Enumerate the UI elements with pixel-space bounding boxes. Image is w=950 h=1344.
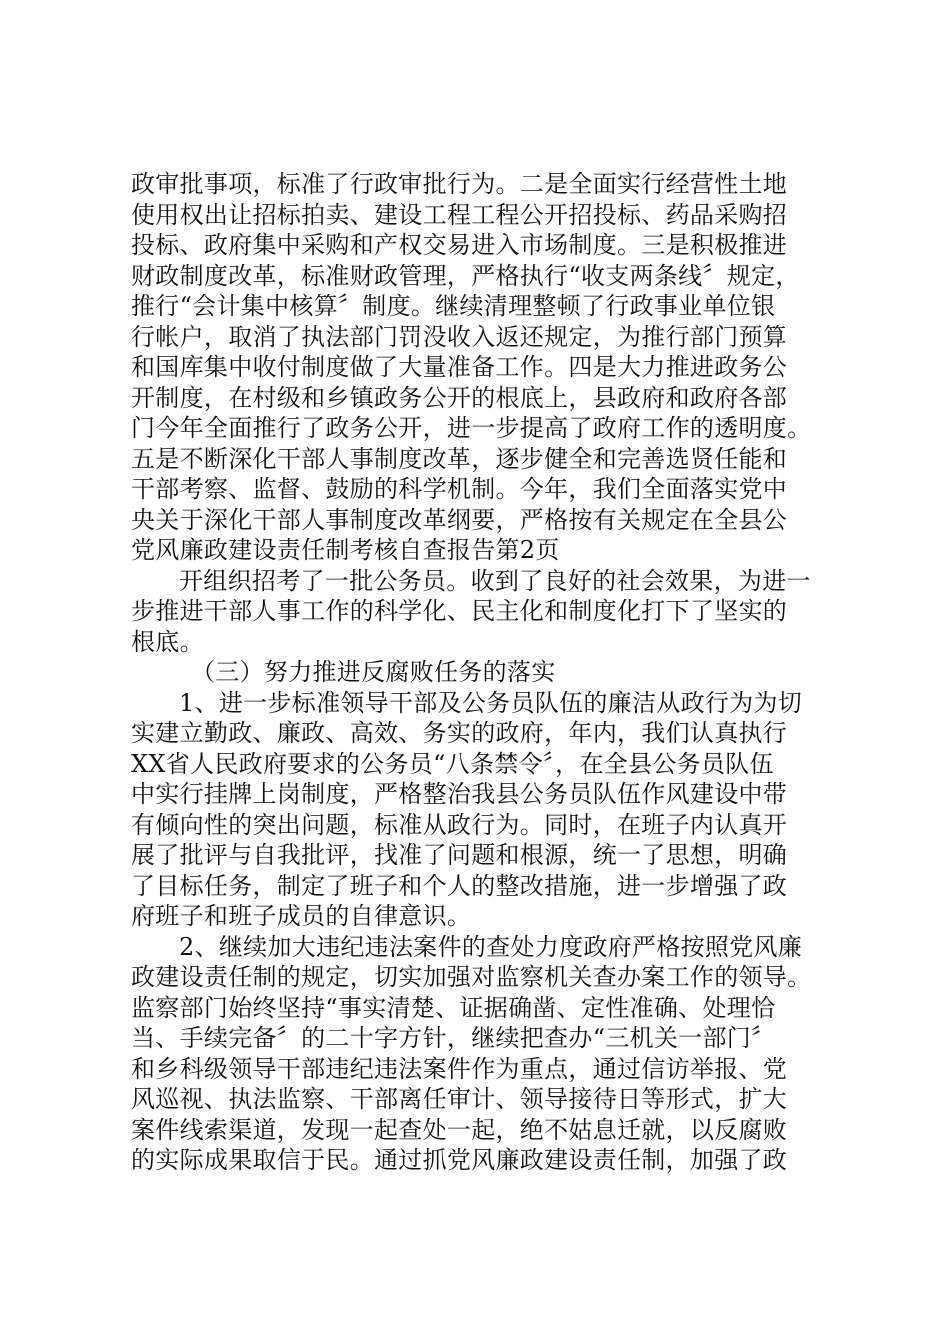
- text-line: 2、继续加大违纪违法案件的查处力度政府严格按照党风廉: [179, 932, 803, 961]
- text-line: 央关于深化干部人事制度改革纲要，严格按有关规定在全县公: [131, 505, 788, 534]
- text-line: 案件线索渠道，发现一起查处一起，绝不姑息迁就，以反腐败: [131, 1115, 788, 1144]
- text-line: 推行“会计集中核算〞制度。继续清理整顿了行政事业单位银: [131, 292, 776, 320]
- section-heading: （三）努力推进反腐败任务的落实: [191, 658, 556, 686]
- text-line: 干部考察、监督、鼓励的科学机制。今年，我们全面落实党中: [131, 475, 788, 503]
- text-line: 的实际成果取信于民。通过抓党风廉政建设责任制，加强了政: [131, 1146, 788, 1174]
- text-line: 和国库集中收付制度做了大量准备工作。四是大力推进政务公: [131, 353, 788, 381]
- text-line: 根底。: [131, 627, 204, 656]
- text-line: 和乡科级领导干部违纪违法案件作为重点，通过信访举报、党: [131, 1054, 788, 1083]
- text-line: 实建立勤政、廉政、高效、务实的政府，年内，我们认真执行: [131, 719, 788, 747]
- text-line: 了目标任务，制定了班子和个人的整改措施，进一步增强了政: [131, 871, 788, 900]
- text-line: XX省人民政府要求的公务员“八条禁令〞，在全县公务员队伍: [131, 749, 774, 778]
- text-line: 门今年全面推行了政务公开，进一步提高了政府工作的透明度。: [131, 414, 812, 442]
- text-line: 1、进一步标准领导干部及公务员队伍的廉洁从政行为为切: [179, 688, 803, 717]
- text-line: 有倾向性的突出问题，标准从政行为。同时，在班子内认真开: [131, 810, 788, 839]
- text-line: 中实行挂牌上岗制度，严格整治我县公务员队伍作风建设中带: [131, 780, 788, 808]
- text-line: 监察部门始终坚持“事实清楚、证据确凿、定性准确、处理恰: [131, 993, 776, 1022]
- text-line: 使用权出让招标拍卖、建设工程工程公开招投标、药品采购招: [131, 200, 788, 229]
- text-line: 五是不断深化干部人事制度改革，逐步健全和完善选贤任能和: [131, 444, 788, 473]
- text-line: 开组织招考了一批公务员。收到了良好的社会效果，为进一: [179, 566, 811, 595]
- text-line: 步推进干部人事工作的科学化、民主化和制度化打下了坚实的: [131, 597, 788, 625]
- text-line: 政建设责任制的规定，切实加强对监察机关查办案工作的领导。: [131, 963, 812, 991]
- text-line: 展了批评与自我批评，找准了问题和根源，统一了思想，明确: [131, 841, 788, 869]
- text-line: 政审批事项，标准了行政审批行为。二是全面实行经营性土地: [131, 170, 788, 198]
- text-line: 财政制度改革，标准财政管理，严格执行“收支两条线〞规定，: [131, 261, 800, 290]
- text-line: 府班子和班子成员的自律意识。: [131, 902, 472, 930]
- text-line: 党风廉政建设责任制考核自查报告第2页: [131, 536, 560, 564]
- text-line: 当、手续完备〞的二十字方针，继续把查办“三机关一部门〞: [131, 1024, 776, 1052]
- text-line: 行帐户，取消了执法部门罚没收入返还规定，为推行部门预算: [131, 322, 788, 351]
- text-line: 开制度，在村级和乡镇政务公开的根底上，县政府和政府各部: [131, 383, 788, 412]
- text-line: 风巡视、执法监察、干部离任审计、领导接待日等形式，扩大: [131, 1085, 788, 1113]
- text-line: 投标、政府集中采购和产权交易进入市场制度。三是积极推进: [131, 231, 788, 259]
- document-body: [131, 169, 831, 1176]
